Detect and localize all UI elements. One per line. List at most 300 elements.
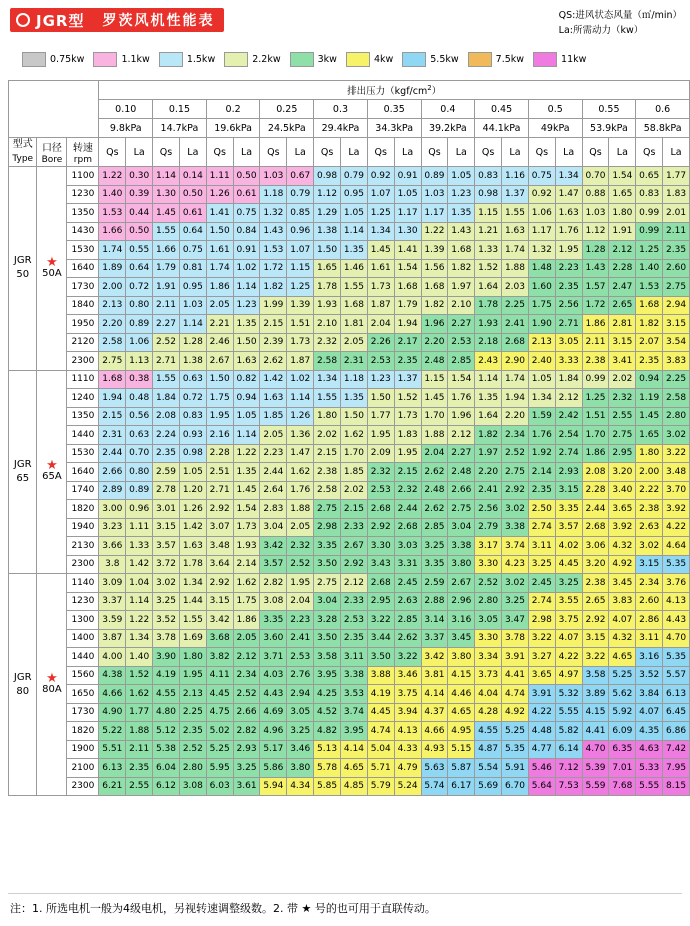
qs-value: 2.82 — [260, 574, 287, 593]
qs-value: 2.44 — [582, 500, 609, 519]
pressure-kpa: 44.1kPa — [475, 119, 529, 138]
legend-swatch — [22, 52, 46, 67]
legend-swatch — [402, 52, 426, 67]
qs-value: 3.71 — [260, 648, 287, 667]
table-row — [9, 167, 690, 186]
qs-value: 3.04 — [260, 518, 287, 537]
header-la: La — [287, 138, 314, 167]
la-value: 1.37 — [502, 185, 529, 204]
la-value: 2.93 — [555, 463, 582, 482]
qs-value: 2.20 — [421, 333, 448, 352]
la-value: 1.14 — [233, 426, 260, 445]
la-value: 1.73 — [287, 333, 314, 352]
qs-value: 1.45 — [367, 241, 394, 260]
qs-value: 1.80 — [636, 444, 663, 463]
rpm-value: 2300 — [67, 352, 99, 371]
qs-value: 3.84 — [636, 685, 663, 704]
qs-value: 5.74 — [421, 777, 448, 796]
la-value: 2.35 — [555, 278, 582, 297]
la-value: 2.32 — [394, 481, 421, 500]
la-value: 2.76 — [287, 666, 314, 685]
qs-value: 1.06 — [528, 204, 555, 223]
la-value: 1.84 — [555, 370, 582, 389]
la-value: 2.15 — [340, 500, 367, 519]
la-value: 0.30 — [126, 167, 153, 186]
la-value: 6.17 — [448, 777, 475, 796]
la-value: 3.16 — [448, 611, 475, 630]
la-value: 2.67 — [448, 574, 475, 593]
qs-value: 4.35 — [636, 722, 663, 741]
qs-value: 5.86 — [260, 759, 287, 778]
qs-value: 6.04 — [153, 759, 180, 778]
la-value: 1.25 — [287, 278, 314, 297]
qs-value: 2.58 — [314, 352, 341, 371]
la-value: 2.32 — [287, 537, 314, 556]
la-value: 2.63 — [394, 592, 421, 611]
la-value: 4.22 — [663, 518, 690, 537]
la-value: 1.26 — [179, 500, 206, 519]
la-value: 3.03 — [394, 537, 421, 556]
page-title: JGR型 — [36, 11, 85, 30]
qs-value: 1.75 — [528, 296, 555, 315]
legend-swatch — [159, 52, 183, 67]
header-type: 型式 Type — [9, 138, 37, 167]
legend-swatch — [93, 52, 117, 67]
qs-value: 2.00 — [99, 278, 126, 297]
qs-value: 1.86 — [206, 278, 233, 297]
la-value: 3.25 — [502, 592, 529, 611]
la-value: 2.05 — [287, 518, 314, 537]
la-value: 1.50 — [233, 333, 260, 352]
la-value: 3.91 — [502, 648, 529, 667]
la-value: 2.27 — [448, 444, 475, 463]
la-value: 1.55 — [179, 611, 206, 630]
header-qs: Qs — [314, 138, 341, 167]
rpm-value: 1940 — [67, 518, 99, 537]
qs-value: 3.59 — [99, 611, 126, 630]
group-type — [9, 574, 37, 796]
qs-value: 5.13 — [314, 740, 341, 759]
table-row — [9, 574, 690, 593]
la-value: 3.83 — [663, 352, 690, 371]
qs-value: 2.44 — [260, 463, 287, 482]
la-value: 3.80 — [287, 759, 314, 778]
la-value: 1.96 — [448, 407, 475, 426]
header-corner — [9, 81, 99, 138]
la-value: 3.35 — [555, 500, 582, 519]
la-value: 1.77 — [663, 167, 690, 186]
la-value: 4.13 — [394, 722, 421, 741]
qs-value: 3.50 — [367, 648, 394, 667]
la-value: 1.68 — [340, 296, 367, 315]
header-qs: Qs — [367, 138, 394, 167]
qs-value: 4.48 — [528, 722, 555, 741]
qs-value: 1.65 — [314, 259, 341, 278]
la-value: 3.74 — [340, 703, 367, 722]
la-value: 0.89 — [126, 315, 153, 334]
la-value: 2.94 — [663, 296, 690, 315]
la-value: 3.08 — [179, 777, 206, 796]
la-value: 1.81 — [340, 315, 367, 334]
qs-value: 1.34 — [528, 389, 555, 408]
star-icon: ★ — [46, 458, 58, 474]
qs-value: 1.82 — [636, 315, 663, 334]
la-value: 4.79 — [394, 759, 421, 778]
qs-value: 1.23 — [367, 370, 394, 389]
la-value: 2.67 — [340, 537, 367, 556]
qs-value: 5.04 — [367, 740, 394, 759]
qs-value: 1.52 — [475, 259, 502, 278]
qs-value: 0.99 — [582, 370, 609, 389]
qs-value: 4.04 — [475, 685, 502, 704]
la-value: 1.62 — [233, 574, 260, 593]
la-value: 2.75 — [609, 426, 636, 445]
header-qs: Qs — [153, 138, 180, 167]
qs-value: 6.12 — [153, 777, 180, 796]
header-la: La — [126, 138, 153, 167]
la-value: 2.55 — [126, 777, 153, 796]
qs-value: 1.25 — [582, 389, 609, 408]
la-value: 0.94 — [233, 389, 260, 408]
la-value: 3.25 — [233, 759, 260, 778]
qs-value: 3.04 — [314, 592, 341, 611]
la-value: 6.13 — [663, 685, 690, 704]
qs-value: 4.43 — [260, 685, 287, 704]
la-value: 2.80 — [179, 759, 206, 778]
la-value: 3.46 — [394, 666, 421, 685]
la-value: 2.12 — [340, 574, 367, 593]
la-value: 0.95 — [340, 185, 367, 204]
la-value: 7.42 — [663, 740, 690, 759]
qs-value: 1.61 — [206, 241, 233, 260]
footer-note: 注：1. 所选电机一般为4级电机，另视转速调整级数。2. 带 ★ 号的也可用于直联传动。 — [10, 902, 436, 915]
qs-value: 2.85 — [421, 518, 448, 537]
la-value: 2.02 — [340, 481, 367, 500]
qs-value: 3.15 — [153, 518, 180, 537]
qs-value: 1.07 — [367, 185, 394, 204]
la-value: 3.25 — [555, 574, 582, 593]
table-row — [9, 555, 690, 574]
group-type-label: JGR — [13, 458, 32, 470]
la-value: 2.95 — [609, 444, 636, 463]
la-value: 6.45 — [663, 703, 690, 722]
la-value: 1.63 — [233, 352, 260, 371]
pressure-kgf: 0.15 — [153, 100, 207, 119]
qs-value: 2.15 — [314, 444, 341, 463]
qs-value: 4.19 — [367, 685, 394, 704]
la-value: 1.35 — [233, 315, 260, 334]
qs-value: 1.74 — [206, 259, 233, 278]
qs-value: 3.15 — [206, 592, 233, 611]
la-value: 6.09 — [609, 722, 636, 741]
la-value: 1.14 — [287, 389, 314, 408]
table-row — [9, 278, 690, 297]
qs-value: 1.42 — [260, 370, 287, 389]
legend-label: 4kw — [373, 53, 394, 65]
table-row — [9, 685, 690, 704]
header-qs: Qs — [475, 138, 502, 167]
table-row — [9, 500, 690, 519]
qs-value: 1.91 — [153, 278, 180, 297]
la-value: 2.71 — [555, 315, 582, 334]
la-value: 1.95 — [287, 574, 314, 593]
la-value: 0.96 — [126, 500, 153, 519]
table-row — [9, 315, 690, 334]
qs-value: 0.70 — [582, 167, 609, 186]
table-row — [9, 296, 690, 315]
qs-value: 1.78 — [314, 278, 341, 297]
la-value: 1.11 — [126, 518, 153, 537]
qs-value: 1.41 — [206, 204, 233, 223]
header-la: La — [663, 138, 690, 167]
la-value: 1.76 — [287, 481, 314, 500]
la-value: 0.61 — [233, 185, 260, 204]
qs-value: 1.17 — [528, 222, 555, 241]
qs-value: 5.17 — [260, 740, 287, 759]
la-value: 1.47 — [287, 444, 314, 463]
la-value: 2.41 — [287, 629, 314, 648]
qs-value: 1.33 — [475, 241, 502, 260]
qs-value: 1.22 — [99, 167, 126, 186]
la-value: 0.83 — [179, 407, 206, 426]
la-value: 4.22 — [555, 648, 582, 667]
qs-value: 5.12 — [153, 722, 180, 741]
qs-value: 3.50 — [314, 629, 341, 648]
la-value: 4.32 — [609, 537, 636, 556]
legend-item — [468, 52, 524, 67]
la-value: 2.05 — [340, 333, 367, 352]
qs-value: 3.57 — [260, 555, 287, 574]
qs-value: 1.53 — [260, 241, 287, 260]
qs-value: 1.87 — [367, 296, 394, 315]
qs-value: 4.69 — [260, 703, 287, 722]
qs-value: 1.80 — [314, 407, 341, 426]
la-value: 0.93 — [179, 426, 206, 445]
la-value: 1.13 — [126, 352, 153, 371]
legend-item — [290, 52, 337, 67]
legend-item — [346, 52, 393, 67]
la-value: 0.84 — [233, 222, 260, 241]
qs-value: 2.20 — [99, 315, 126, 334]
qs-value: 2.88 — [421, 592, 448, 611]
table-row — [9, 370, 690, 389]
la-value: 4.45 — [555, 555, 582, 574]
la-value: 1.04 — [126, 574, 153, 593]
qs-value: 5.25 — [206, 740, 233, 759]
la-value: 0.63 — [179, 370, 206, 389]
la-value: 0.50 — [126, 222, 153, 241]
la-value: 0.63 — [126, 426, 153, 445]
qs-value: 4.22 — [528, 703, 555, 722]
qs-value: 1.21 — [475, 222, 502, 241]
qs-value: 5.33 — [636, 759, 663, 778]
la-value: 2.52 — [287, 555, 314, 574]
qs-value: 1.73 — [367, 278, 394, 297]
la-value: 4.43 — [663, 611, 690, 630]
la-value: 0.55 — [126, 241, 153, 260]
qs-value: 5.78 — [314, 759, 341, 778]
la-value: 1.46 — [340, 259, 367, 278]
la-value: 5.15 — [448, 740, 475, 759]
qs-value: 4.82 — [314, 722, 341, 741]
qs-value: 3.25 — [153, 592, 180, 611]
pressure-title: 排出压力$(kgf/cm^2)$ — [99, 81, 690, 100]
table-row — [9, 333, 690, 352]
qs-value: 3.90 — [153, 648, 180, 667]
qs-value: 1.50 — [367, 389, 394, 408]
la-value: 5.92 — [609, 703, 636, 722]
la-value: 1.77 — [126, 703, 153, 722]
qs-value: 1.57 — [582, 278, 609, 297]
qs-value: 2.11 — [582, 333, 609, 352]
performance-table — [8, 80, 690, 796]
la-value: 3.33 — [555, 352, 582, 371]
group-bore-label: 50A — [42, 267, 62, 279]
qs-value: 1.99 — [260, 296, 287, 315]
la-value: 5.35 — [663, 648, 690, 667]
header-qs: Qs — [421, 138, 448, 167]
table-row — [9, 426, 690, 445]
qs-value: 2.39 — [260, 333, 287, 352]
la-value: 2.17 — [394, 333, 421, 352]
qs-value: 1.68 — [99, 370, 126, 389]
qs-value: 4.77 — [528, 740, 555, 759]
qs-value: 3.58 — [314, 648, 341, 667]
la-value: 3.38 — [448, 537, 475, 556]
la-value: 3.95 — [340, 722, 367, 741]
la-value: 2.52 — [502, 444, 529, 463]
table-row — [9, 241, 690, 260]
la-value: 1.30 — [394, 222, 421, 241]
la-value: 2.04 — [287, 592, 314, 611]
pressure-kpa: 14.7kPa — [153, 119, 207, 138]
qs-value: 1.14 — [153, 167, 180, 186]
qs-value: 4.96 — [260, 722, 287, 741]
la-value: 3.92 — [609, 518, 636, 537]
rpm-value: 1820 — [67, 500, 99, 519]
la-value: 1.69 — [179, 629, 206, 648]
la-value: 2.42 — [555, 407, 582, 426]
la-value: 3.76 — [663, 574, 690, 593]
qs-value: 1.97 — [475, 444, 502, 463]
la-value: 4.07 — [555, 629, 582, 648]
qs-value: 1.61 — [367, 259, 394, 278]
la-value: 1.54 — [448, 370, 475, 389]
header-bore: 口径 Bore — [37, 138, 67, 167]
pressure-kpa: 39.2kPa — [421, 119, 475, 138]
la-value: 1.95 — [179, 666, 206, 685]
qs-value: 3.8 — [99, 555, 126, 574]
rpm-value: 1820 — [67, 722, 99, 741]
qs-value: 1.66 — [99, 222, 126, 241]
qs-value: 2.46 — [206, 333, 233, 352]
la-value: 2.25 — [179, 703, 206, 722]
rpm-value: 1140 — [67, 574, 99, 593]
la-value: 3.83 — [609, 592, 636, 611]
rpm-value: 2300 — [67, 777, 99, 796]
header-qs: Qs — [206, 138, 233, 167]
qs-value: 1.15 — [475, 204, 502, 223]
footer-divider — [8, 893, 682, 894]
qs-value: 3.25 — [528, 555, 555, 574]
la-value: 2.13 — [179, 685, 206, 704]
qs-value: 2.79 — [475, 518, 502, 537]
la-value: 1.23 — [448, 185, 475, 204]
qs-value: 5.38 — [153, 740, 180, 759]
qs-value: 1.95 — [367, 426, 394, 445]
la-value: 1.73 — [233, 518, 260, 537]
la-value: 7.53 — [555, 777, 582, 796]
group-type — [9, 167, 37, 371]
rpm-value: 1530 — [67, 444, 99, 463]
la-value: 2.85 — [448, 352, 475, 371]
qs-value: 1.45 — [421, 389, 448, 408]
la-value: 1.02 — [233, 259, 260, 278]
qs-value: 1.85 — [260, 407, 287, 426]
la-value: 1.22 — [233, 444, 260, 463]
la-value: 1.85 — [340, 463, 367, 482]
la-value: 2.47 — [609, 278, 636, 297]
la-value: 1.74 — [502, 241, 529, 260]
la-value: 2.31 — [340, 352, 367, 371]
qs-value: 0.75 — [528, 167, 555, 186]
table-row — [9, 740, 690, 759]
la-value: 1.35 — [340, 389, 367, 408]
la-value: 1.02 — [287, 370, 314, 389]
la-value: 4.64 — [663, 537, 690, 556]
table-row — [9, 777, 690, 796]
la-value: 7.68 — [609, 777, 636, 796]
qs-value: 3.25 — [421, 537, 448, 556]
qs-value: 5.71 — [367, 759, 394, 778]
la-value: 3.15 — [609, 333, 636, 352]
qs-value: 5.54 — [475, 759, 502, 778]
la-value: 1.54 — [394, 259, 421, 278]
qs-value: 4.63 — [636, 740, 663, 759]
qs-value: 3.02 — [153, 574, 180, 593]
la-value: 2.41 — [502, 315, 529, 334]
qs-value: 3.11 — [528, 537, 555, 556]
la-value: 3.75 — [394, 685, 421, 704]
la-value: 0.64 — [126, 259, 153, 278]
la-value: 4.70 — [663, 629, 690, 648]
qs-value: 1.53 — [636, 278, 663, 297]
qs-value: 4.75 — [206, 703, 233, 722]
qs-value: 3.15 — [636, 555, 663, 574]
group-type-label: JGR — [13, 255, 32, 267]
qs-value: 2.40 — [528, 352, 555, 371]
la-value: 1.62 — [287, 463, 314, 482]
la-value: 0.85 — [287, 204, 314, 223]
qs-value: 2.23 — [260, 444, 287, 463]
la-value: 4.32 — [609, 629, 636, 648]
qs-value: 3.06 — [582, 537, 609, 556]
qs-value: 5.85 — [314, 777, 341, 796]
qs-value: 5.59 — [582, 777, 609, 796]
header-la: La — [394, 138, 421, 167]
legend-item — [22, 52, 84, 67]
qs-value: 1.66 — [153, 241, 180, 260]
qs-value: 3.52 — [153, 611, 180, 630]
la-value: 1.33 — [126, 537, 153, 556]
la-value: 2.32 — [609, 389, 636, 408]
header-la: La — [555, 138, 582, 167]
la-value: 2.82 — [233, 722, 260, 741]
la-value: 1.88 — [502, 259, 529, 278]
header-qs: Qs — [528, 138, 555, 167]
qs-value: 1.93 — [475, 315, 502, 334]
qs-value: 1.86 — [582, 444, 609, 463]
